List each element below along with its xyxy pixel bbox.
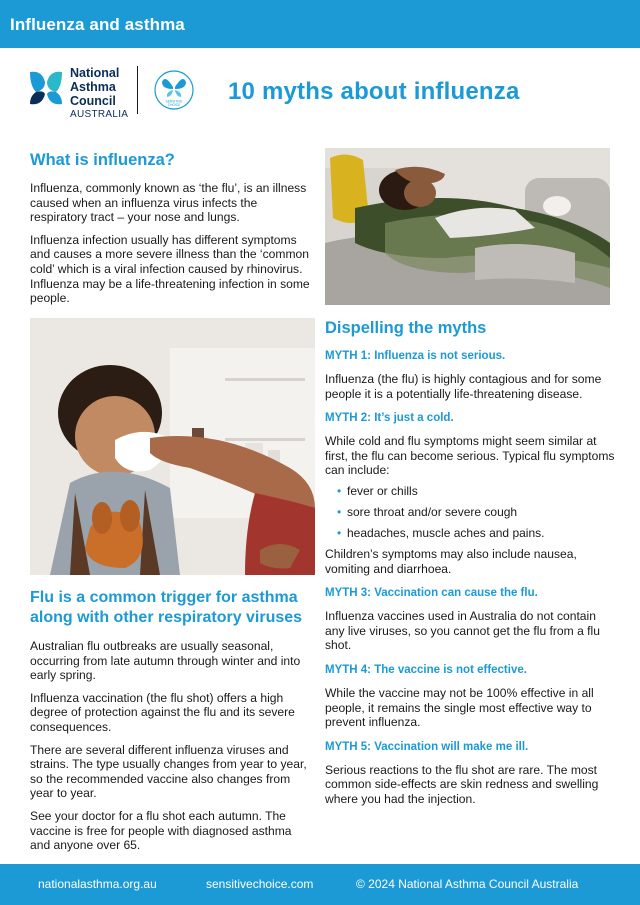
nac-logo-text-2: Asthma (70, 80, 116, 94)
nac-logo-text-1: National (70, 66, 120, 80)
nac-logo (28, 64, 148, 120)
myth-5-text: Serious reactions to the flu shot are rare. The most common side-effects are skin redness and swelling where you had the injection. (325, 762, 599, 806)
what-is-paragraph-1: Influenza, commonly known as ‘the flu’, is an illness caused when an influenza virus infects the respiratory tract – your nose and lungs. (30, 181, 307, 225)
header-bar (0, 0, 640, 48)
sc-logo-text-2: CHOICE (167, 103, 181, 107)
trigger-paragraph-1: Australian flu outbreaks are usually seasonal, occurring from late autumn through winter and into early spring. (30, 639, 301, 683)
myth-5-title: MYTH 5: Vaccination will make me ill. (325, 740, 529, 753)
butterfly-icon (154, 70, 194, 110)
myth-4-text: While the vaccine may not be 100% effective in all people, it remains the single most effective way to prevent influenza. (325, 685, 594, 730)
logo-divider (137, 66, 138, 114)
section-heading-myths: Dispelling the myths (325, 319, 487, 337)
symptom-text: fever or chills (347, 483, 418, 498)
left-column (30, 148, 313, 306)
nac-logo-text-3: Council (70, 94, 116, 108)
nac-logo-icon (28, 68, 64, 108)
sc-logo-text-1: SENSITIVE (165, 99, 183, 104)
left-column-lower (30, 588, 313, 853)
myth-2-title: MYTH 2: It’s just a cold. (325, 412, 454, 425)
trigger-paragraph-2: Influenza vaccination (the flu shot) offers a high degree of protection against the flu and its severe consequences. (30, 690, 295, 734)
symptom-list (337, 484, 615, 540)
myth-1-title: MYTH 1: Influenza is not serious. (325, 350, 506, 362)
trigger-paragraph-3: There are several different influenza viruses and strains. The type usually changes from year to year, so the recommended vaccine also changes from year to year. (30, 742, 307, 801)
myth-2-children-text: Children’s symptoms may also include nausea, vomiting and diarrhoea. (325, 546, 577, 576)
myth-1-text: Influenza (the flu) is highly contagious and for some people it is a potentially life-threatening disease. (325, 372, 602, 401)
page-title: 10 myths about influenza (228, 78, 520, 105)
myth-4-title: MYTH 4: The vaccine is not effective. (325, 663, 527, 676)
list-item (337, 484, 615, 498)
footer-link-nationalasthma[interactable]: nationalasthma.org.au (38, 877, 157, 891)
section-heading-what-is: What is influenza? (30, 151, 175, 169)
header-title: Influenza and asthma (10, 15, 185, 34)
bullet-icon: • (337, 525, 342, 540)
trigger-paragraph-4: See your doctor for a flu shot each autumn. The vaccine is free for people with diagnosed asthma and anyone over 65. (30, 808, 292, 853)
symptom-text: sore throat and/or severe cough (347, 504, 518, 519)
footer-copyright: © 2024 National Asthma Council Australia (356, 877, 579, 891)
photo-child-blowing-nose (30, 318, 315, 575)
section-heading-trigger: Flu is a common trigger for asthma along with other respiratory viruses (30, 589, 303, 626)
list-item (337, 526, 615, 540)
photo-woman-on-sofa (325, 148, 610, 305)
right-column (325, 318, 615, 807)
bullet-icon: • (337, 504, 342, 519)
footer-link-sensitivechoice[interactable]: sensitivechoice.com (206, 877, 314, 891)
symptom-text: headaches, muscle aches and pains. (347, 525, 545, 540)
myth-3-title: MYTH 3: Vaccination can cause the flu. (325, 587, 538, 600)
list-item (337, 505, 615, 519)
bullet-icon: • (337, 483, 342, 498)
what-is-paragraph-2: Influenza infection usually has different symptoms and causes a more severe illness than the ‘common cold’ which is a viral infection caused by rhinovirus. Influenza may be a life-threatening infection in some people. (30, 232, 310, 306)
nac-logo-text-4: AUSTRALIA (70, 109, 129, 120)
myth-2-text: While cold and flu symptoms might seem similar at first, the flu can become serious. Typical flu symptoms can include: (325, 434, 615, 478)
myth-3-text: Influenza vaccines used in Australia do not contain any live viruses, so you cannot get the flu from a flu shot. (325, 609, 600, 653)
footer-bar (0, 864, 640, 905)
sensitive-choice-logo (154, 70, 194, 110)
